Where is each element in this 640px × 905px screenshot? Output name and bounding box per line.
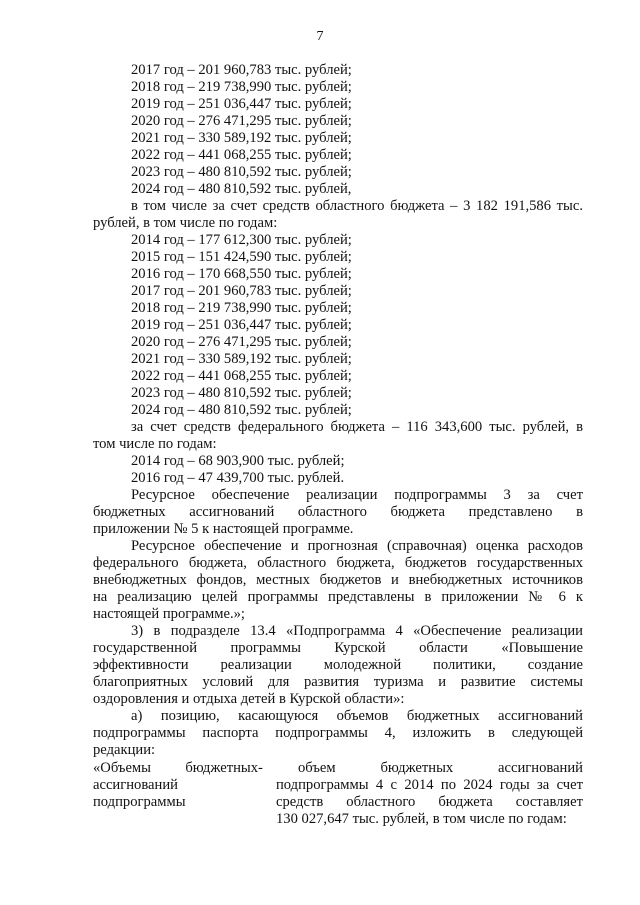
list-item: 2022 год – 441 068,255 тыс. рублей; xyxy=(131,368,352,384)
table-label-line: подпрограммы xyxy=(93,794,186,810)
year-list-total xyxy=(93,62,583,198)
paragraph-item3 xyxy=(93,623,583,708)
list-item: 2023 год – 480 810,592 тыс. рублей; xyxy=(131,385,352,401)
paragraph-line: приложении № 5 к настоящей программе. xyxy=(93,521,354,537)
list-item: 2019 год – 251 036,447 тыс. рублей; xyxy=(131,96,352,112)
paragraph-line: редакции: xyxy=(93,742,156,758)
list-item: 2021 год – 330 589,192 тыс. рублей; xyxy=(131,130,352,146)
list-item: 2016 год – 47 439,700 тыс. рублей. xyxy=(131,470,345,486)
federal-budget-intro xyxy=(93,419,583,453)
paragraph-line: на реализацию целей программы представлены в приложении № 6 к xyxy=(93,589,583,605)
page-number: 7 xyxy=(316,29,324,44)
paragraph-line: 3) в подразделе 13.4 «Подпрограмма 4 «Обеспечение реализации xyxy=(131,623,583,639)
document-body xyxy=(93,62,583,828)
paragraph-forecast xyxy=(93,538,583,623)
list-item: 2020 год – 276 471,295 тыс. рублей; xyxy=(131,334,352,350)
list-item: 2020 год – 276 471,295 тыс. рублей; xyxy=(131,113,352,129)
list-item: 2014 год – 68 903,900 тыс. рублей; xyxy=(131,453,345,469)
year-list-federal xyxy=(93,453,583,487)
paragraph-line: эффективности реализации молодежной политики, создание xyxy=(93,657,583,673)
table-dash: - xyxy=(258,760,263,776)
list-item: 2023 год – 480 810,592 тыс. рублей; xyxy=(131,164,352,180)
table-label-cell xyxy=(93,760,258,828)
paragraph-line: в том числе за счет средств областного бюджета – 3 182 191,586 тыс. xyxy=(131,198,583,214)
paragraph-line: государственной программы Курской области «Повышение xyxy=(93,640,583,656)
paragraph-line: рублей, в том числе по годам: xyxy=(93,215,278,231)
list-item: 2018 год – 219 738,990 тыс. рублей; xyxy=(131,300,352,316)
paragraph-line: оздоровления и отдыха детей в Курской области»: xyxy=(93,691,405,707)
table-value-line: объем бюджетных ассигнований xyxy=(298,760,583,776)
list-item: 2017 год – 201 960,783 тыс. рублей; xyxy=(131,283,352,299)
list-item: 2014 год – 177 612,300 тыс. рублей; xyxy=(131,232,352,248)
passport-table xyxy=(93,760,583,828)
table-value-line: подпрограммы 4 с 2014 по 2024 годы за счет xyxy=(276,777,583,793)
paragraph-line: Ресурсное обеспечение и прогнозная (справочная) оценка расходов xyxy=(131,538,583,554)
paragraph-line: том числе по годам: xyxy=(93,436,217,452)
paragraph-line: внебюджетных фондов, местных бюджетов и внебюджетных источников xyxy=(93,572,583,588)
paragraph-line: а) позицию, касающуюся объемов бюджетных ассигнований xyxy=(131,708,583,724)
list-item: 2022 год – 441 068,255 тыс. рублей; xyxy=(131,147,352,163)
list-item: 2021 год – 330 589,192 тыс. рублей; xyxy=(131,351,352,367)
list-item: 2024 год – 480 810,592 тыс. рублей; xyxy=(131,402,352,418)
paragraph-line: федерального бюджета, областного бюджета, бюджетов государственных xyxy=(93,555,583,571)
table-label-line: «Объемы бюджетных xyxy=(93,760,258,776)
paragraph-line: бюджетных ассигнований областного бюджета представлено в xyxy=(93,504,583,520)
paragraph-subprogram3 xyxy=(93,487,583,538)
list-item: 2019 год – 251 036,447 тыс. рублей; xyxy=(131,317,352,333)
table-value-line: средств областного бюджета составляет xyxy=(276,794,583,810)
list-item: 2015 год – 151 424,590 тыс. рублей; xyxy=(131,249,352,265)
paragraph-line: за счет средств федерального бюджета – 116 343,600 тыс. рублей, в xyxy=(131,419,583,435)
table-value-line: 130 027,647 тыс. рублей, в том числе по годам: xyxy=(276,811,567,827)
table-label-line: ассигнований xyxy=(93,777,178,793)
list-item: 2016 год – 170 668,550 тыс. рублей; xyxy=(131,266,352,282)
paragraph-item-a xyxy=(93,708,583,759)
regional-budget-intro xyxy=(93,198,583,232)
list-item: 2018 год – 219 738,990 тыс. рублей; xyxy=(131,79,352,95)
list-item: 2017 год – 201 960,783 тыс. рублей; xyxy=(131,62,352,78)
table-value-cell xyxy=(276,760,583,828)
paragraph-line: Ресурсное обеспечение реализации подпрограммы 3 за счет xyxy=(131,487,583,503)
list-item: 2024 год – 480 810,592 тыс. рублей, xyxy=(131,181,352,197)
paragraph-line: настоящей программе.»; xyxy=(93,606,245,622)
paragraph-line: подпрограммы паспорта подпрограммы 4, изложить в следующей xyxy=(93,725,583,741)
paragraph-line: благоприятных условий для развития туризма и развитие системы xyxy=(93,674,583,690)
year-list-regional xyxy=(93,232,583,419)
